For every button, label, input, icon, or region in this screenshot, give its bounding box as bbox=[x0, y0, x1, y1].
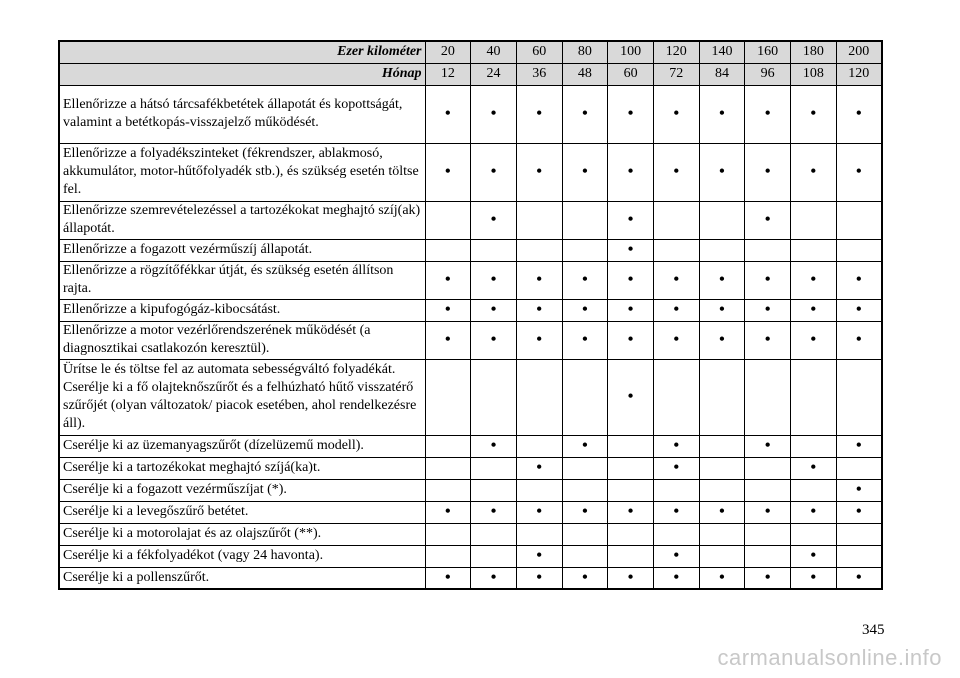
task-description: Ellenőrizze a kipufogógáz-kibocsátást. bbox=[59, 299, 425, 321]
service-mark: • bbox=[653, 143, 699, 201]
service-mark: • bbox=[471, 143, 517, 201]
km-value-2: 60 bbox=[516, 41, 562, 63]
service-mark: • bbox=[516, 299, 562, 321]
task-description: Cserélje ki a tartozékokat meghajtó szíjá(ka)t. bbox=[59, 457, 425, 479]
service-mark: • bbox=[608, 299, 654, 321]
service-mark: • bbox=[608, 321, 654, 359]
empty-cell bbox=[745, 239, 791, 261]
month-value-3: 48 bbox=[562, 63, 608, 85]
empty-cell bbox=[471, 239, 517, 261]
month-value-0: 12 bbox=[425, 63, 471, 85]
service-mark: • bbox=[425, 85, 471, 143]
month-value-4: 60 bbox=[608, 63, 654, 85]
task-description: Ürítse le és töltse fel az automata sebességváltó folyadékát. Cserélje ki a fő olajteknőszűrőt és a felhúzható hűtő visszatérő szűrőjét (olyan változatok/ piacok esetében, ahol rendelkezésre áll). bbox=[59, 359, 425, 435]
service-mark: • bbox=[425, 299, 471, 321]
empty-cell bbox=[653, 479, 699, 501]
service-mark: • bbox=[516, 143, 562, 201]
table-row bbox=[59, 523, 882, 545]
table-row bbox=[59, 321, 882, 359]
service-mark: • bbox=[653, 261, 699, 299]
task-description: Ellenőrizze a fogazott vezérműszíj állapotát. bbox=[59, 239, 425, 261]
service-mark: • bbox=[745, 143, 791, 201]
empty-cell bbox=[699, 239, 745, 261]
service-mark: • bbox=[608, 201, 654, 239]
service-mark: • bbox=[836, 143, 882, 201]
empty-cell bbox=[562, 359, 608, 435]
empty-cell bbox=[791, 359, 837, 435]
empty-cell bbox=[562, 545, 608, 567]
service-mark: • bbox=[653, 567, 699, 589]
table-row bbox=[59, 359, 882, 435]
empty-cell bbox=[699, 457, 745, 479]
service-mark: • bbox=[836, 479, 882, 501]
service-mark: • bbox=[653, 435, 699, 457]
table-row bbox=[59, 85, 882, 143]
empty-cell bbox=[471, 457, 517, 479]
service-mark: • bbox=[562, 501, 608, 523]
empty-cell bbox=[653, 239, 699, 261]
empty-cell bbox=[516, 239, 562, 261]
km-value-6: 140 bbox=[699, 41, 745, 63]
empty-cell bbox=[425, 479, 471, 501]
task-description: Cserélje ki a pollenszűrőt. bbox=[59, 567, 425, 589]
empty-cell bbox=[836, 523, 882, 545]
table-row bbox=[59, 501, 882, 523]
service-mark: • bbox=[562, 299, 608, 321]
km-value-1: 40 bbox=[471, 41, 517, 63]
service-mark: • bbox=[516, 567, 562, 589]
service-mark: • bbox=[471, 321, 517, 359]
service-mark: • bbox=[425, 261, 471, 299]
service-mark: • bbox=[425, 501, 471, 523]
empty-cell bbox=[471, 359, 517, 435]
service-mark: • bbox=[425, 567, 471, 589]
task-description: Ellenőrizze a motor vezérlőrendszerének működését (a diagnosztikai csatlakozón keresztül). bbox=[59, 321, 425, 359]
empty-cell bbox=[425, 359, 471, 435]
service-mark: • bbox=[471, 501, 517, 523]
empty-cell bbox=[516, 359, 562, 435]
empty-cell bbox=[425, 545, 471, 567]
empty-cell bbox=[516, 435, 562, 457]
service-mark: • bbox=[653, 545, 699, 567]
service-mark: • bbox=[516, 545, 562, 567]
service-mark: • bbox=[471, 299, 517, 321]
service-mark: • bbox=[471, 435, 517, 457]
empty-cell bbox=[425, 239, 471, 261]
empty-cell bbox=[562, 457, 608, 479]
service-mark: • bbox=[562, 321, 608, 359]
service-mark: • bbox=[653, 85, 699, 143]
empty-cell bbox=[425, 435, 471, 457]
service-mark: • bbox=[471, 85, 517, 143]
empty-cell bbox=[471, 479, 517, 501]
month-value-7: 96 bbox=[745, 63, 791, 85]
service-mark: • bbox=[791, 567, 837, 589]
task-description: Cserélje ki az üzemanyagszűrőt (dízelüzemű modell). bbox=[59, 435, 425, 457]
service-mark: • bbox=[699, 85, 745, 143]
service-mark: • bbox=[471, 201, 517, 239]
service-mark: • bbox=[836, 299, 882, 321]
month-header-row bbox=[59, 63, 882, 85]
table-row bbox=[59, 201, 882, 239]
service-mark: • bbox=[699, 299, 745, 321]
empty-cell bbox=[425, 201, 471, 239]
empty-cell bbox=[699, 359, 745, 435]
empty-cell bbox=[562, 523, 608, 545]
service-mark: • bbox=[836, 321, 882, 359]
month-value-2: 36 bbox=[516, 63, 562, 85]
service-mark: • bbox=[836, 435, 882, 457]
service-mark: • bbox=[699, 321, 745, 359]
task-description: Ellenőrizze szemrevételezéssel a tartozékokat meghajtó szíj(ak) állapotát. bbox=[59, 201, 425, 239]
month-value-5: 72 bbox=[653, 63, 699, 85]
maintenance-schedule-table bbox=[58, 40, 883, 590]
table-row bbox=[59, 435, 882, 457]
service-mark: • bbox=[608, 85, 654, 143]
empty-cell bbox=[699, 523, 745, 545]
service-mark: • bbox=[836, 261, 882, 299]
table-row bbox=[59, 457, 882, 479]
service-mark: • bbox=[791, 85, 837, 143]
task-description: Cserélje ki a motorolajat és az olajszűrőt (**). bbox=[59, 523, 425, 545]
empty-cell bbox=[745, 523, 791, 545]
service-mark: • bbox=[791, 321, 837, 359]
task-description: Cserélje ki a levegőszűrő betétet. bbox=[59, 501, 425, 523]
service-mark: • bbox=[745, 201, 791, 239]
month-header-label: Hónap bbox=[59, 63, 425, 85]
service-mark: • bbox=[653, 501, 699, 523]
empty-cell bbox=[562, 479, 608, 501]
empty-cell bbox=[791, 479, 837, 501]
service-mark: • bbox=[516, 261, 562, 299]
service-mark: • bbox=[653, 299, 699, 321]
service-mark: • bbox=[836, 501, 882, 523]
service-mark: • bbox=[745, 85, 791, 143]
empty-cell bbox=[791, 239, 837, 261]
service-mark: • bbox=[699, 261, 745, 299]
page-number: 345 bbox=[862, 622, 885, 638]
service-mark: • bbox=[791, 143, 837, 201]
empty-cell bbox=[791, 523, 837, 545]
empty-cell bbox=[836, 457, 882, 479]
service-mark: • bbox=[425, 143, 471, 201]
km-value-0: 20 bbox=[425, 41, 471, 63]
empty-cell bbox=[516, 479, 562, 501]
empty-cell bbox=[608, 457, 654, 479]
service-mark: • bbox=[653, 457, 699, 479]
empty-cell bbox=[745, 479, 791, 501]
service-mark: • bbox=[562, 435, 608, 457]
km-value-8: 180 bbox=[791, 41, 837, 63]
table-row bbox=[59, 567, 882, 589]
empty-cell bbox=[699, 201, 745, 239]
month-value-6: 84 bbox=[699, 63, 745, 85]
service-mark: • bbox=[562, 85, 608, 143]
empty-cell bbox=[836, 239, 882, 261]
empty-cell bbox=[653, 201, 699, 239]
service-mark: • bbox=[699, 501, 745, 523]
service-mark: • bbox=[562, 567, 608, 589]
empty-cell bbox=[562, 201, 608, 239]
service-mark: • bbox=[745, 435, 791, 457]
month-value-1: 24 bbox=[471, 63, 517, 85]
empty-cell bbox=[425, 523, 471, 545]
service-mark: • bbox=[516, 321, 562, 359]
month-value-9: 120 bbox=[836, 63, 882, 85]
table-row bbox=[59, 479, 882, 501]
empty-cell bbox=[471, 523, 517, 545]
service-mark: • bbox=[745, 567, 791, 589]
service-mark: • bbox=[745, 299, 791, 321]
task-description: Cserélje ki a fogazott vezérműszíjat (*). bbox=[59, 479, 425, 501]
km-value-3: 80 bbox=[562, 41, 608, 63]
service-mark: • bbox=[791, 457, 837, 479]
service-mark: • bbox=[653, 321, 699, 359]
empty-cell bbox=[653, 523, 699, 545]
empty-cell bbox=[699, 435, 745, 457]
task-description: Ellenőrizze a folyadékszinteket (fékrendszer, ablakmosó, akkumulátor, motor-hűtőfolyadék stb.), és szükség esetén töltse fel. bbox=[59, 143, 425, 201]
table-row bbox=[59, 299, 882, 321]
service-mark: • bbox=[608, 261, 654, 299]
empty-cell bbox=[836, 359, 882, 435]
service-mark: • bbox=[791, 545, 837, 567]
empty-cell bbox=[608, 479, 654, 501]
empty-cell bbox=[471, 545, 517, 567]
empty-cell bbox=[699, 545, 745, 567]
service-mark: • bbox=[836, 85, 882, 143]
service-mark: • bbox=[699, 567, 745, 589]
service-mark: • bbox=[699, 143, 745, 201]
service-mark: • bbox=[745, 261, 791, 299]
empty-cell bbox=[745, 359, 791, 435]
empty-cell bbox=[745, 457, 791, 479]
empty-cell bbox=[836, 201, 882, 239]
km-value-5: 120 bbox=[653, 41, 699, 63]
km-value-4: 100 bbox=[608, 41, 654, 63]
service-mark: • bbox=[608, 239, 654, 261]
service-mark: • bbox=[562, 261, 608, 299]
service-mark: • bbox=[471, 261, 517, 299]
empty-cell bbox=[791, 435, 837, 457]
service-mark: • bbox=[608, 501, 654, 523]
task-description: Ellenőrizze a rögzítőfékkar útját, és szükség esetén állítson rajta. bbox=[59, 261, 425, 299]
task-description: Cserélje ki a fékfolyadékot (vagy 24 havonta). bbox=[59, 545, 425, 567]
service-mark: • bbox=[425, 321, 471, 359]
service-mark: • bbox=[745, 321, 791, 359]
empty-cell bbox=[608, 523, 654, 545]
table-row bbox=[59, 545, 882, 567]
task-description: Ellenőrizze a hátsó tárcsafékbetétek állapotát és kopottságát, valamint a betétkopás-visszajelző működését. bbox=[59, 85, 425, 143]
empty-cell bbox=[516, 201, 562, 239]
empty-cell bbox=[836, 545, 882, 567]
empty-cell bbox=[516, 523, 562, 545]
empty-cell bbox=[653, 359, 699, 435]
service-mark: • bbox=[791, 261, 837, 299]
service-mark: • bbox=[516, 457, 562, 479]
month-value-8: 108 bbox=[791, 63, 837, 85]
table-row bbox=[59, 143, 882, 201]
service-mark: • bbox=[516, 85, 562, 143]
service-mark: • bbox=[516, 501, 562, 523]
km-header-label: Ezer kilométer bbox=[59, 41, 425, 63]
km-value-7: 160 bbox=[745, 41, 791, 63]
service-mark: • bbox=[608, 143, 654, 201]
empty-cell bbox=[425, 457, 471, 479]
empty-cell bbox=[699, 479, 745, 501]
service-mark: • bbox=[791, 299, 837, 321]
empty-cell bbox=[608, 435, 654, 457]
empty-cell bbox=[745, 545, 791, 567]
empty-cell bbox=[791, 201, 837, 239]
service-mark: • bbox=[471, 567, 517, 589]
empty-cell bbox=[562, 239, 608, 261]
service-mark: • bbox=[608, 567, 654, 589]
km-header-row bbox=[59, 41, 882, 63]
service-mark: • bbox=[562, 143, 608, 201]
service-mark: • bbox=[608, 359, 654, 435]
service-mark: • bbox=[836, 567, 882, 589]
watermark: carmanualsonline.info bbox=[717, 645, 942, 670]
service-mark: • bbox=[745, 501, 791, 523]
table-row bbox=[59, 239, 882, 261]
empty-cell bbox=[608, 545, 654, 567]
table-row bbox=[59, 261, 882, 299]
service-mark: • bbox=[791, 501, 837, 523]
km-value-9: 200 bbox=[836, 41, 882, 63]
